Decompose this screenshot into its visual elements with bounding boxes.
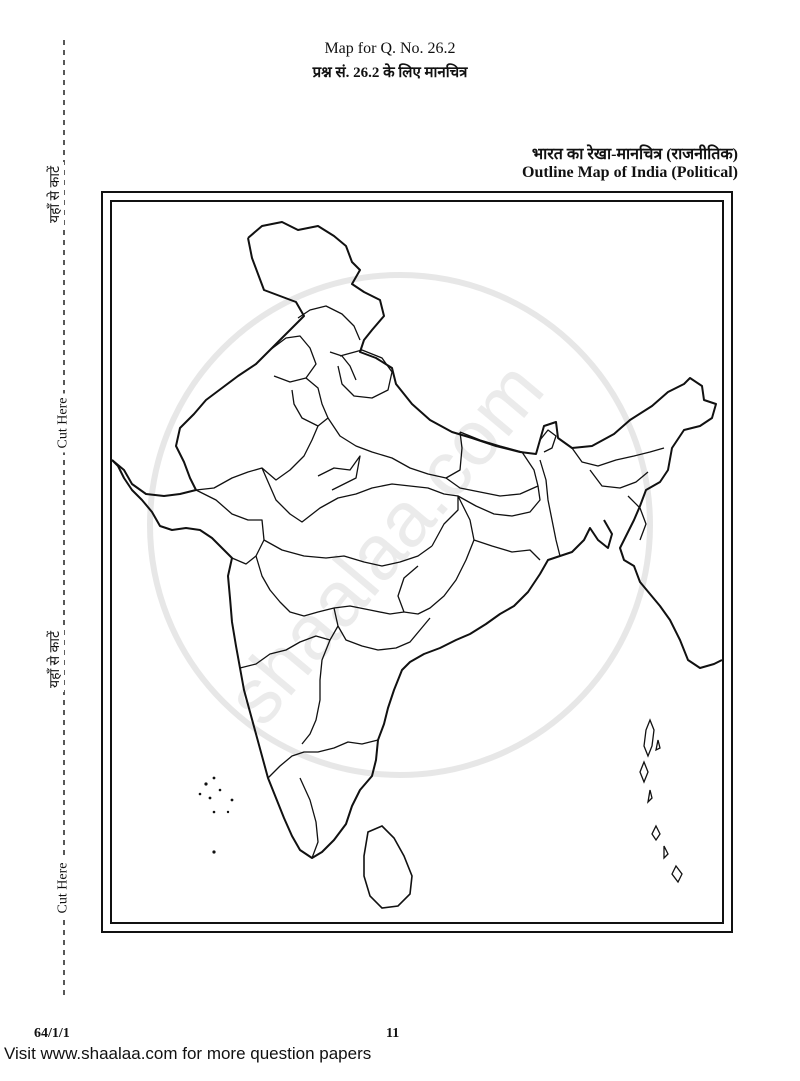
map-title-hi: भारत का रेखा-मानचित्र (राजनीतिक) (531, 146, 738, 163)
map-frame-inner (110, 200, 724, 924)
watermark-text: shaalaa.com (208, 344, 561, 741)
cut-label-hi-bottom: यहाँ से काटें (45, 627, 64, 692)
page-number: 11 (386, 1026, 400, 1041)
cut-label-en-top: Cut Here (55, 394, 71, 453)
paper-code: 64/1/1 (34, 1026, 70, 1041)
visit-link[interactable]: Visit www.shaalaa.com for more question papers (4, 1044, 372, 1063)
cut-label-en-bottom: Cut Here (55, 859, 71, 918)
question-number-hi: प्रश्न सं. 26.2 के लिए मानचित्र (312, 65, 468, 81)
question-number-en: Map for Q. No. 26.2 (324, 40, 456, 57)
map-title-en: Outline Map of India (Political) (522, 164, 738, 181)
cut-label-hi-top: यहाँ से काटें (45, 162, 64, 227)
